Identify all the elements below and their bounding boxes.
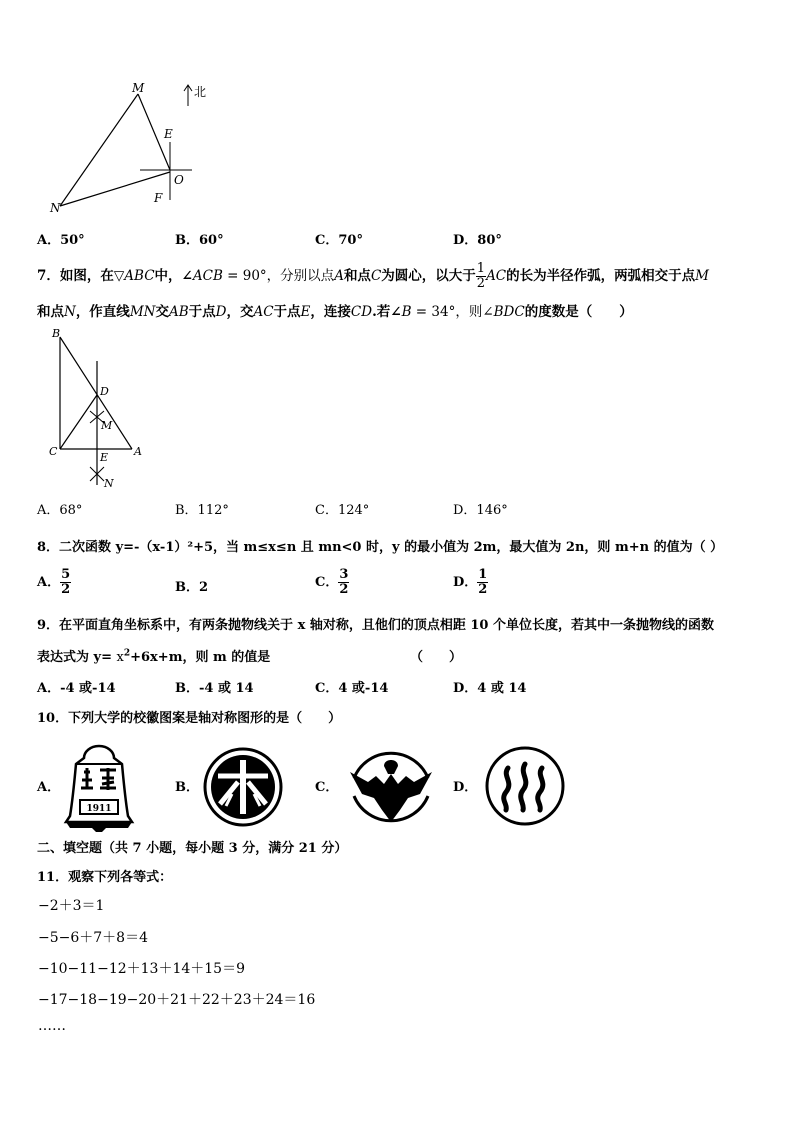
label-m: M: [101, 419, 113, 432]
label-d: D: [100, 385, 109, 398]
line-mn: [60, 94, 138, 206]
q10-option-b[interactable]: B．: [175, 780, 199, 795]
q10-text: 10．下列大学的校徽图案是轴对称图形的是（ ）: [37, 711, 342, 726]
q7-option-c[interactable]: C．124°: [315, 503, 370, 518]
emblem-d-icon[interactable]: [484, 744, 566, 828]
q6-option-c[interactable]: C．70°: [315, 233, 363, 248]
q8-option-b[interactable]: B．2: [175, 580, 209, 595]
emblem-a-icon[interactable]: [62, 742, 136, 834]
label-a: A: [134, 445, 142, 458]
label-m: M: [132, 81, 145, 95]
q8-option-a[interactable]: A． $\frac{5}{2}$: [37, 567, 71, 597]
label-north: 北: [194, 85, 207, 99]
q11-equation-1: −2＋3＝1: [38, 898, 105, 914]
section2-title: 二、填空题（共 7 小题，每小题 3 分，满分 21 分）: [37, 841, 348, 856]
q8-option-c[interactable]: C． $\frac{3}{2}$: [315, 567, 349, 597]
q6-option-b[interactable]: B．60°: [175, 233, 224, 248]
q11-equation-4: −17−18−19−20＋21＋22＋23＋24＝16: [38, 992, 316, 1008]
q9-line2: 表达式为 $y= x^2+6x+m$，则 m 的值是: [37, 648, 271, 665]
q11-equation-2: −5−6＋7＋8＝4: [38, 930, 148, 946]
q7-option-d[interactable]: D．146°: [453, 503, 508, 518]
label-c: C: [49, 445, 58, 458]
q7-figure: [40, 325, 150, 495]
label-e: E: [164, 127, 173, 141]
emblem-c-icon[interactable]: [346, 744, 436, 830]
emblem-b-icon[interactable]: [202, 746, 284, 828]
q6-option-d[interactable]: D．80°: [453, 233, 502, 248]
q6-figure: [40, 78, 220, 218]
q10-option-c[interactable]: C．: [315, 780, 339, 795]
q9-answer-paren: （ ）: [410, 650, 463, 665]
q10-option-a[interactable]: A．: [37, 780, 61, 795]
q9-line1: 9．在平面直角坐标系中，有两条抛物线关于 x 轴对称，且他们的顶点相距 10 个单位长度，若其中一条抛物线的函数: [37, 618, 714, 633]
q7-option-a[interactable]: A．68°: [37, 503, 83, 518]
label-o: O: [174, 173, 184, 187]
q6-option-a[interactable]: A．50°: [37, 233, 85, 248]
q7-line1: 7．如图，在▽ABC中，∠ACB = 90°，分别以点A和点C为圆心，以大于 $\frac{1}{2}$ AC的长为半径作弧，两弧相交于点M: [37, 261, 709, 291]
label-b: B: [52, 327, 61, 340]
q11-ellipsis: ……: [38, 1018, 66, 1034]
label-n: N: [104, 477, 114, 490]
q7-option-b[interactable]: B．112°: [175, 503, 229, 518]
q11-text: 11．观察下列各等式：: [37, 870, 173, 885]
label-n: N: [50, 201, 61, 215]
emblem-a-year: 1911: [86, 804, 112, 814]
q10-option-d[interactable]: D．: [453, 780, 478, 795]
label-f: F: [154, 191, 163, 205]
q9-option-a[interactable]: A．-4 或-14: [37, 681, 116, 696]
q9-option-c[interactable]: C．4 或-14: [315, 681, 389, 696]
q9-option-b[interactable]: B．-4 或 14: [175, 681, 254, 696]
q8-option-d[interactable]: D． $\frac{1}{2}$: [453, 567, 488, 597]
q11-equation-3: −10−11−12＋13＋14＋15＝9: [38, 961, 245, 977]
label-e: E: [100, 451, 109, 464]
q8-text: 8．二次函数 y=-（x-1）²+5，当 m≤x≤n 且 mn<0 时，y 的最小值为 2m，最大值为 2n，则 m+n 的值为（ ）: [37, 540, 724, 555]
q9-option-d[interactable]: D．4 或 14: [453, 681, 527, 696]
q7-line2: 和点N，作直线MN交AB于点D，交AC于点E，连接CD.若∠B = 34°，则∠BDC的度数是（ ）: [37, 304, 633, 320]
